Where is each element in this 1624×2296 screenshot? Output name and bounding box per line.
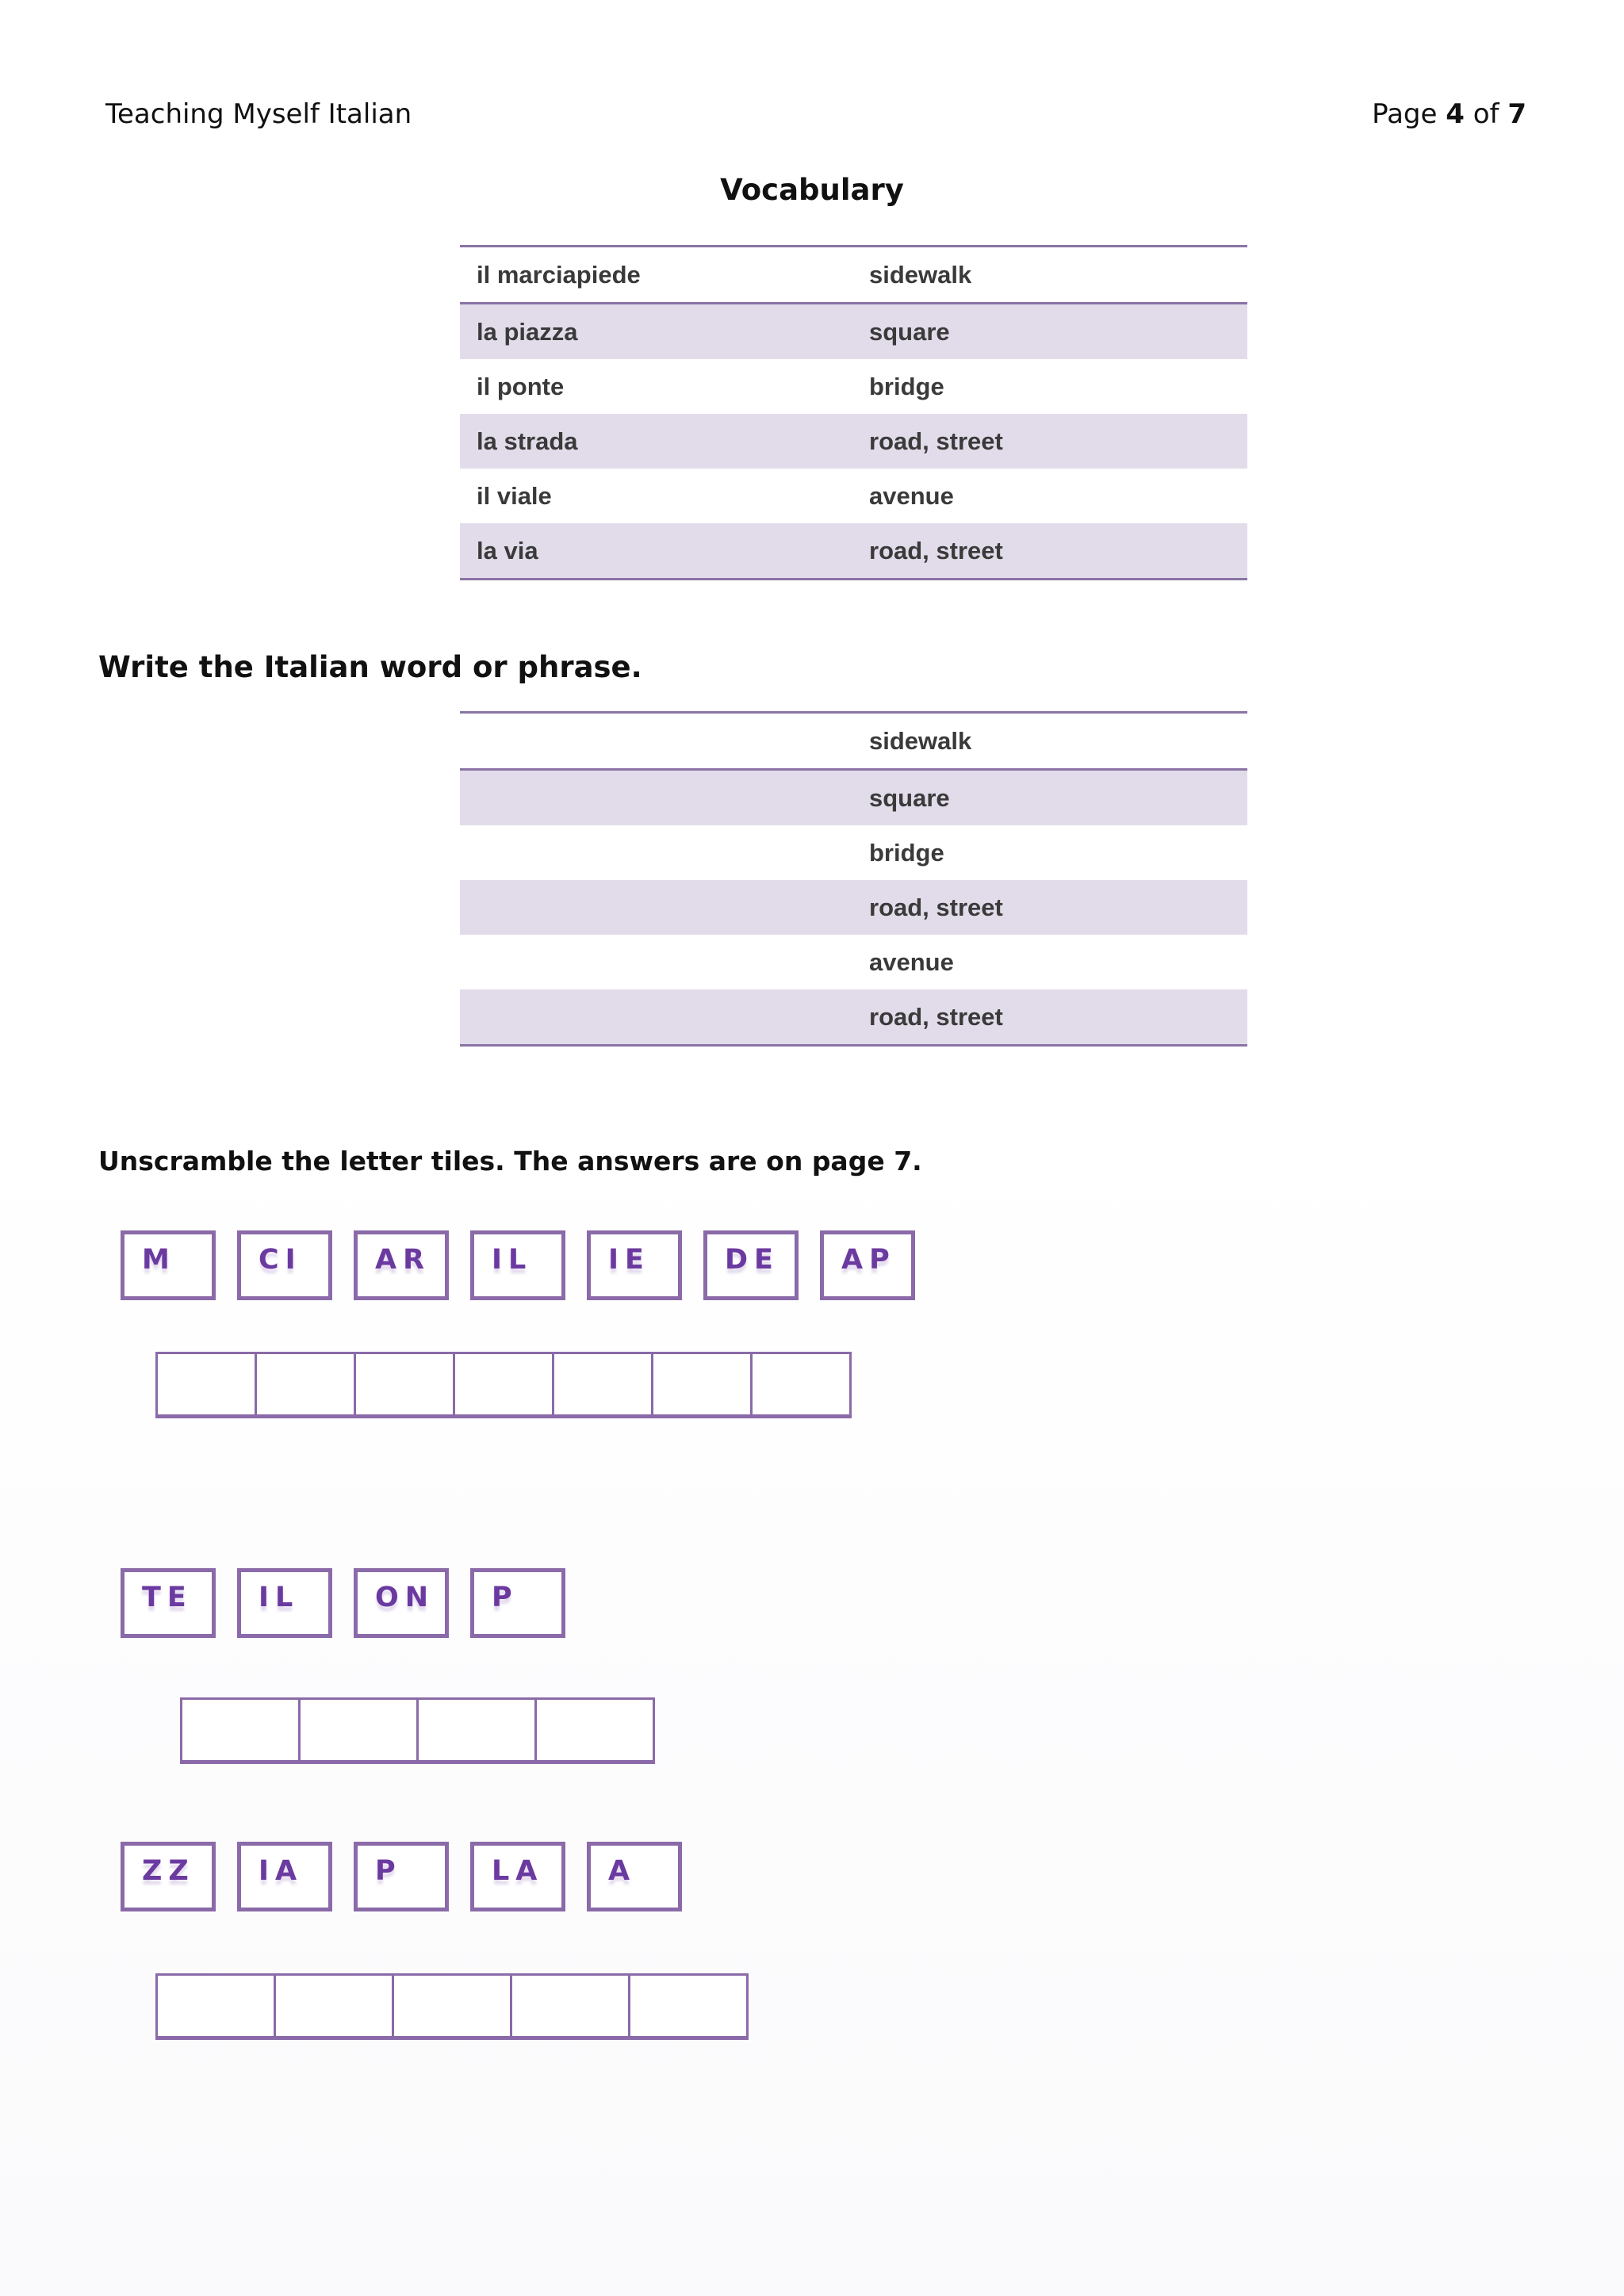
english-word: square bbox=[852, 304, 1247, 360]
tile-row-2 bbox=[121, 1568, 565, 1638]
english-word: road, street bbox=[852, 989, 1247, 1046]
answer-blank[interactable] bbox=[460, 880, 852, 935]
letter-tile[interactable]: IL bbox=[237, 1568, 332, 1638]
answer-cell[interactable] bbox=[552, 1352, 653, 1418]
english-word: avenue bbox=[869, 481, 954, 510]
answer-cell[interactable] bbox=[628, 1973, 749, 2040]
letter-tile[interactable]: P bbox=[354, 1842, 449, 1911]
answer-cell[interactable] bbox=[416, 1697, 537, 1764]
italian-word: la via bbox=[460, 523, 852, 580]
letter-tile[interactable]: ON bbox=[354, 1568, 449, 1638]
table-row bbox=[460, 713, 1247, 770]
answer-grid-1 bbox=[155, 1352, 852, 1418]
letter-tile[interactable]: TE bbox=[121, 1568, 216, 1638]
letter-tile[interactable]: AR bbox=[354, 1230, 449, 1300]
answer-grid-3 bbox=[155, 1973, 749, 2040]
answer-cell[interactable] bbox=[155, 1973, 276, 2040]
letter-tile[interactable]: AP bbox=[820, 1230, 915, 1300]
italian-word: il marciapiede bbox=[460, 247, 852, 304]
document-title: Teaching Myself Italian bbox=[105, 98, 412, 130]
unscramble-heading: Unscramble the letter tiles. The answers are on page 7. bbox=[98, 1146, 922, 1177]
page-word: Page bbox=[1372, 98, 1438, 130]
table-row bbox=[460, 935, 1247, 989]
page-number bbox=[1372, 98, 1526, 130]
english-word: sidewalk bbox=[852, 713, 1247, 770]
english-word: road, street bbox=[852, 523, 1247, 580]
table-row bbox=[460, 414, 1247, 469]
vocabulary-title: Vocabulary bbox=[720, 173, 904, 207]
italian-word: la strada bbox=[460, 414, 852, 469]
answer-cell[interactable] bbox=[354, 1352, 455, 1418]
page-current: 4 bbox=[1446, 98, 1465, 130]
letter-tile[interactable]: A bbox=[587, 1842, 682, 1911]
answer-cell[interactable] bbox=[453, 1352, 554, 1418]
write-exercise-heading: Write the Italian word or phrase. bbox=[98, 650, 642, 684]
answer-blank[interactable] bbox=[460, 935, 852, 989]
letter-tile[interactable]: CI bbox=[237, 1230, 332, 1300]
english-word: avenue bbox=[869, 947, 954, 976]
answer-blank[interactable] bbox=[460, 989, 852, 1046]
table-row bbox=[460, 523, 1247, 580]
table-row bbox=[460, 989, 1247, 1046]
italian-word: il viale bbox=[477, 481, 552, 510]
tile-row-1 bbox=[121, 1230, 915, 1300]
table-row bbox=[460, 825, 1247, 880]
answer-cell[interactable] bbox=[255, 1352, 356, 1418]
letter-tile[interactable]: P bbox=[470, 1568, 565, 1638]
page-total: 7 bbox=[1507, 98, 1526, 130]
table-row bbox=[460, 880, 1247, 935]
answer-grid-2 bbox=[180, 1697, 655, 1764]
answer-cell[interactable] bbox=[510, 1973, 630, 2040]
table-row bbox=[460, 770, 1247, 826]
answer-blank[interactable] bbox=[460, 825, 852, 880]
english-word: road, street bbox=[852, 414, 1247, 469]
answer-cell[interactable] bbox=[155, 1352, 257, 1418]
letter-tile[interactable]: IE bbox=[587, 1230, 682, 1300]
letter-tile[interactable]: IA bbox=[237, 1842, 332, 1911]
english-word: bridge bbox=[869, 838, 944, 867]
letter-tile[interactable]: LA bbox=[470, 1842, 565, 1911]
letter-tile[interactable]: IL bbox=[470, 1230, 565, 1300]
letter-tile[interactable]: ZZ bbox=[121, 1842, 216, 1911]
write-exercise-table bbox=[460, 711, 1247, 1047]
page-of: of bbox=[1473, 98, 1500, 130]
answer-cell[interactable] bbox=[274, 1973, 394, 2040]
tile-row-3 bbox=[121, 1842, 682, 1911]
answer-blank[interactable] bbox=[460, 713, 852, 770]
letter-tile[interactable]: DE bbox=[703, 1230, 799, 1300]
table-row bbox=[460, 247, 1247, 304]
english-word: sidewalk bbox=[852, 247, 1247, 304]
english-word: road, street bbox=[852, 880, 1247, 935]
letter-tile[interactable]: M bbox=[121, 1230, 216, 1300]
vocabulary-table bbox=[460, 245, 1247, 580]
english-word: bridge bbox=[869, 372, 944, 400]
table-row bbox=[460, 359, 1247, 414]
answer-cell[interactable] bbox=[392, 1973, 512, 2040]
answer-cell[interactable] bbox=[534, 1697, 655, 1764]
italian-word: il ponte bbox=[477, 372, 565, 400]
answer-blank[interactable] bbox=[460, 770, 852, 826]
answer-cell[interactable] bbox=[750, 1352, 852, 1418]
answer-cell[interactable] bbox=[298, 1697, 419, 1764]
italian-word: la piazza bbox=[460, 304, 852, 360]
table-row bbox=[460, 304, 1247, 360]
english-word: square bbox=[852, 770, 1247, 826]
table-row bbox=[460, 469, 1247, 523]
answer-cell[interactable] bbox=[180, 1697, 301, 1764]
answer-cell[interactable] bbox=[651, 1352, 753, 1418]
